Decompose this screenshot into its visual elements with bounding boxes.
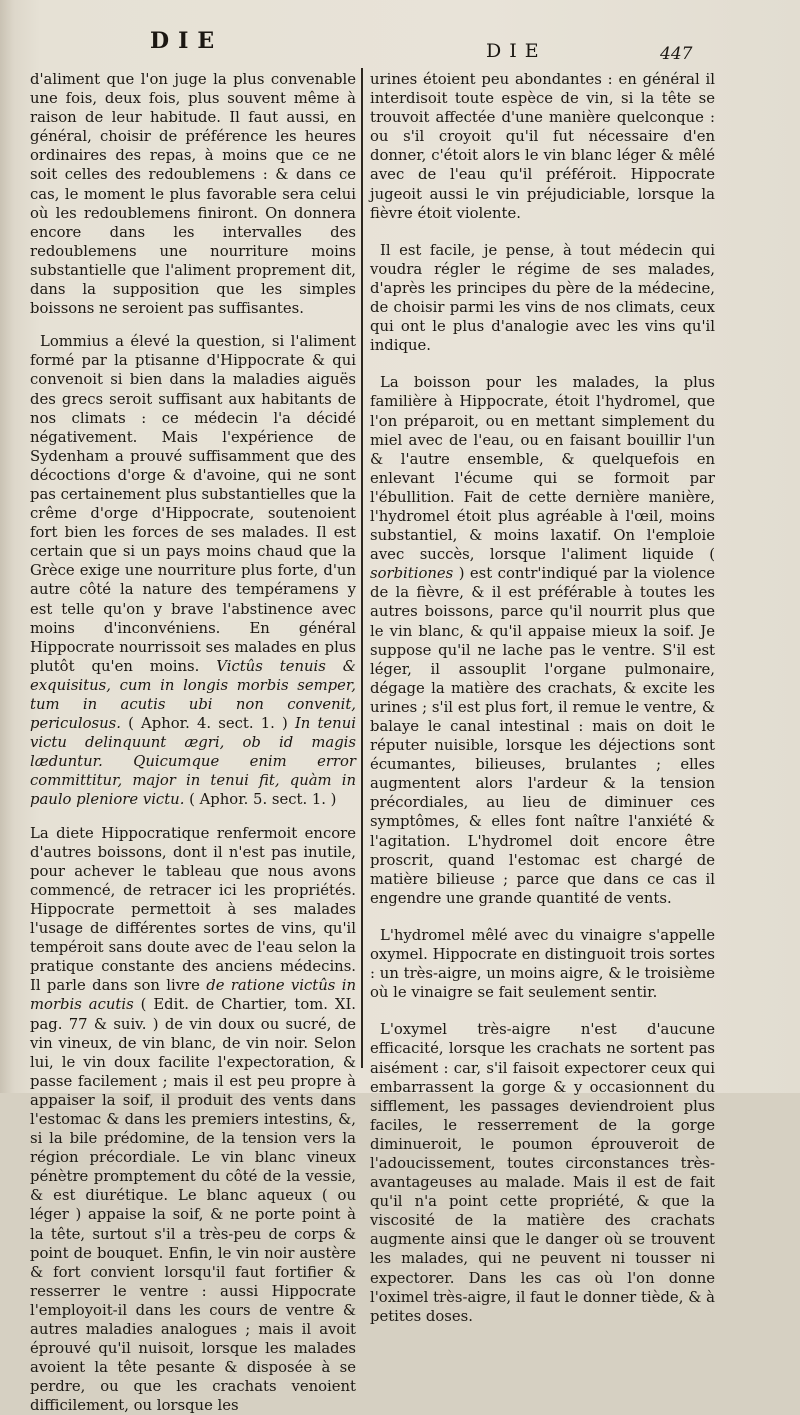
latin-quote: Victûs tenuis & exquisitus, cum in longis morbis semper, tum in acutis ubi non convenit, periculosus. [30,657,356,733]
right-running-head: DIE [486,40,547,62]
paragraph-text: Lommius a élevé la question, si l'aliment formé par la ptisanne d'Hippocrate & qui convenoit si bien dans la maladies aiguës des grecs seroit suffisant aux habitants de nos climats : ce médecin l'a décidé négativement. Mais l'expérience de Sydenham a prouvé suffisamment que des décoctions d'orge & d'avoine, qui ne sont pas certainement plus substantielles que la crême d'orge d'Hippocrate, soutenoient fort bien les forces de ses malades. Il est certain que si un pays moins chaud que la Grèce exige une nourriture plus forte, d'un autre côté la nature des tempéramens y est telle qu'on y brave l'abstinence avec moins d'inconvéniens. En général Hippocrate nourrissoit ses malades en plus plutôt qu'en moins. [30,333,356,675]
reference: ( Aphor. 5. sect. 1. ) [189,791,337,809]
paragraph: Il est facile, je pense, à tout médecin qui voudra régler le régime de ses malades, d'après les principes du père de la médecine, de choisir parmi les vins de nos climats, ceux qui ont le plus d'analogie avec les vins qu'il indique. [370,241,715,355]
paragraph-text: ) est contr'indiqué par la violence de la fièvre, & il est préférable à toutes les autres boissons, parce qu'il nourrit plus que le vin blanc, & qu'il appaise mieux la soif. Je suppose qu'il ne lache pas le ventre. S'il est léger, il assouplit l'organe pulmonaire, dégage la matière des crachats, & excite les urines ; s'il est plus fort, il remue le ventre, & balaye le canal intestinal : mais on doit le réputer nuisible, lorsque les déjections sont écumantes, bilieuses, brulantes ; elles augmentent alors l'ardeur & la tension précordiales, au lieu de diminuer ces symptômes, & elles font naître l'anxiété & l'agitation. L'hydromel doit encore être proscrit, quand l'estomac est chargé de matière bilieuse ; parce que dans ce cas il engendre une grande quantité de vents. [370,565,715,907]
paragraph [370,373,715,908]
paragraph: L'oxymel très-aigre n'est d'aucune efficacité, lorsque les crachats ne sortent pas aisément : car, s'il faisoit expectorer ceux qui embarrassent la gorge & y occasionnent du sifflement, les passages deviendroient plus faciles, le resserrement de la gorge diminueroit, le poumon éprouveroit de l'adoucissement, toutes circonstances très-avantageuses au malade. Mais il est de fait qu'il n'a point cette propriété, & que la viscosité de la matière des crachats augmente ainsi que le danger où se trouvent les malades, qui ne peuvent ni tousser ni expectorer. Dans les cas où l'on donne l'oximel très-aigre, il faut le donner tiède, & à petites doses. [370,1021,715,1325]
paragraph: d'aliment que l'on juge la plus convenable une fois, deux fois, plus souvent même à raison de leur habitude. Il faut aussi, en général, choisir de préférence les heures ordinaires des repas, à moins que ce ne soit celles des redoublemens : & dans ce cas, le moment le plus favorable sera celui où les redoublemens finiront. On donnera encore dans les intervalles des redoublemens une nourriture moins substantielle que l'aliment proprement dit, dans la supposition que les simples boissons ne seroient pas suffisantes. [30,71,356,318]
paragraph-text: ( Edit. de Chartier, tom. XI. pag. 77 & suiv. ) de vin doux ou sucré, de vin vineux, de vin blanc, de vin noir. Selon lui, le vin doux facilite l'expectoration, & passe facilement ; mais il est peu propre à appaiser la soif, il produit des vents dans l'estomac & dans les premiers intestins, &, si la bile prédomine, de la tension vers la région précordiale. Le vin blanc vineux pénètre promptement du côté de la vessie, & est diurétique. Le blanc aqueux ( ou léger ) appaise la soif, & ne porte point à la tête, surtout s'il a très-peu de corps & point de bouquet. Enfin, le vin noir austère & fort convient lorsqu'il faut fortifier & resserrer le ventre : aussi Hippocrate l'employoit-il dans les cours de ventre & autres maladies analogues ; mais il avoit éprouvé qu'il nuisoit, lorsque les malades avoient la tête pesante & disposée à se perdre, ou que les crachats venoient difficilement, ou lorsque les [30,996,356,1415]
paragraph [30,824,356,1415]
paragraph: urines étoient peu abondantes : en général il interdisoit toute espèce de vin, si la tête se trouvoit affectée d'une manière quelconque : ou s'il croyoit qu'il fut nécessaire d'en donner, c'étoit alors le vin blanc léger & mêlé avec de l'eau qu'il préféroit. Hippocrate jugeoit aussi le vin préjudiciable, lorsque la fièvre étoit violente. [370,71,715,222]
latin-term: sorbitiones [370,565,454,583]
right-column [370,70,715,1326]
reference: ( Aphor. 4. sect. 1. ) [128,715,288,733]
column-divider [361,68,363,1068]
paragraph [30,332,356,809]
left-column [30,70,356,1415]
paragraph: L'hydromel mêlé avec du vinaigre s'appelle oxymel. Hippocrate en distinguoit trois sortes : un très-aigre, un moins aigre, & le troisième où le vinaigre se fait seulement sentir. [370,926,715,1002]
paragraph-text: La diete Hippocratique renfermoit encore d'autres boissons, dont il n'est pas inutile, pour achever le tableau que nous avons commencé, de retracer ici les propriétés. Hippocrate permettoit à ses malades l'usage de différentes sortes de vins, qu'il tempéroit sans doute avec de l'eau selon la pratique constante des anciens médecins. Il parle dans son livre [30,824,356,995]
latin-quote: In tenui victu delinquunt ægri, ob id magis læduntur. Quicumque enim error committitur, major in tenui fit, quàm in paulo pleniore victu. [30,715,356,809]
latin-title: de ratione victûs in morbis acutis [30,977,356,1014]
left-running-head: DIE [150,28,224,54]
page-number: 447 [660,44,693,64]
paragraph-text: La boisson pour les malades, la plus familière à Hippocrate, étoit l'hydromel, que l'on préparoit, ou en mettant simplement du miel avec de l'eau, ou en faisant bouillir l'un & l'autre ensemble, & quelquefois en enlevant l'écume qui se formoit par l'ébullition. Fait de cette dernière manière, l'hydromel étoit plus agréable à l'œil, moins substantiel, & moins laxatif. On l'emploie avec succès, lorsque l'aliment liquide ( [370,374,715,564]
